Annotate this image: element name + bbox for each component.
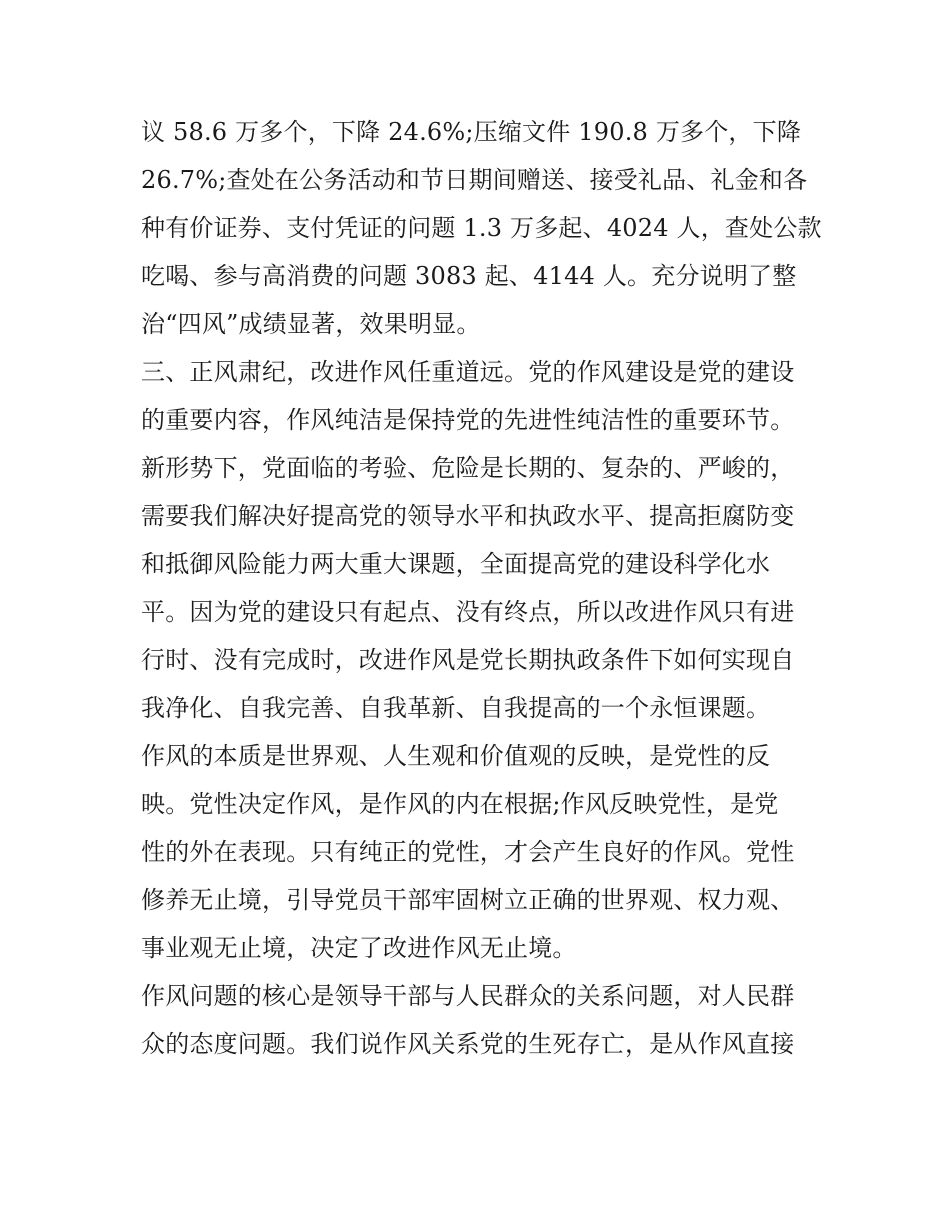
paragraph xyxy=(141,108,831,348)
text-line: 修养无止境，引导党员干部牢固树立正确的世界观、权力观、 xyxy=(141,886,795,914)
text-line: 治“四风”成绩显著，效果明显。 xyxy=(141,310,481,338)
paragraph xyxy=(141,732,831,972)
text-line: 映。党性决定作风，是作风的内在根据;作风反映党性，是党 xyxy=(141,790,779,818)
text-line: 事业观无止境，决定了改进作风无止境。 xyxy=(141,934,577,962)
text-line: 议 58.6 万多个，下降 24.6%;压缩文件 190.8 万多个，下降 xyxy=(141,118,802,146)
paragraph xyxy=(141,972,831,1068)
text-line: 平。因为党的建设只有起点、没有终点，所以改进作风只有进 xyxy=(141,598,795,626)
document-body xyxy=(141,108,831,1068)
text-line: 我净化、自我完善、自我革新、自我提高的一个永恒课题。 xyxy=(141,694,771,722)
text-line: 吃喝、参与高消费的问题 3083 起、4144 人。充分说明了整 xyxy=(141,262,797,290)
text-line: 作风问题的核心是领导干部与人民群众的关系问题，对人民群 xyxy=(141,982,795,1010)
text-line: 种有价证券、支付凭证的问题 1.3 万多起、4024 人，查处公款 xyxy=(141,214,822,242)
text-line: 的重要内容，作风纯洁是保持党的先进性纯洁性的重要环节。 xyxy=(141,406,795,434)
text-line: 性的外在表现。只有纯正的党性，才会产生良好的作风。党性 xyxy=(141,838,795,866)
text-line: 众的态度问题。我们说作风关系党的生死存亡，是从作风直接 xyxy=(141,1030,795,1058)
text-line: 26.7%;查处在公务活动和节日期间赠送、接受礼品、礼金和各 xyxy=(141,166,808,194)
text-line: 三、正风肃纪，改进作风任重道远。党的作风建设是党的建设 xyxy=(141,358,795,386)
paragraph xyxy=(141,348,831,732)
text-line: 需要我们解决好提高党的领导水平和执政水平、提高拒腐防变 xyxy=(141,502,795,530)
text-line: 和抵御风险能力两大重大课题，全面提高党的建设科学化水 xyxy=(141,550,771,578)
text-line: 作风的本质是世界观、人生观和价值观的反映，是党性的反 xyxy=(141,742,771,770)
text-line: 新形势下，党面临的考验、危险是长期的、复杂的、严峻的， xyxy=(141,454,795,482)
text-line: 行时、没有完成时，改进作风是党长期执政条件下如何实现自 xyxy=(141,646,795,674)
